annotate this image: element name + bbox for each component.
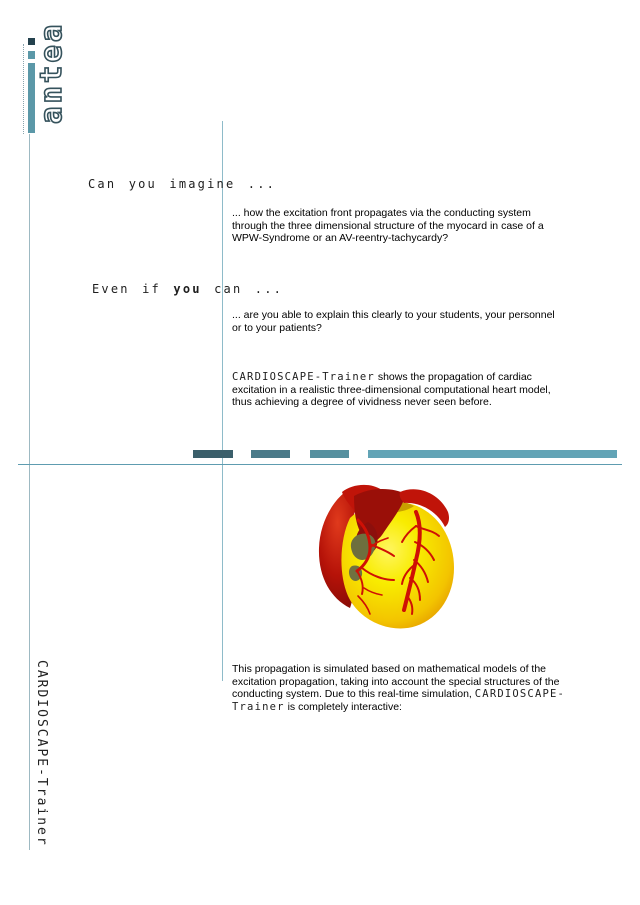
heading-even-if-you-can — [92, 282, 283, 296]
paragraph-4-post: is completely interactive: — [284, 700, 402, 713]
brand-name: CARDIOSCAPE-Trainer — [232, 371, 375, 383]
paragraph-simulation — [232, 663, 572, 713]
vertical-page-title: CARDIOSCAPE-Trainer — [34, 660, 49, 847]
accent-bar-1 — [193, 450, 233, 458]
paragraph-explain-clearly: ... are you able to explain this clearly to your students, your personnel or to your patients? — [232, 309, 555, 334]
heart-model-image — [312, 478, 462, 638]
heading-2-post: can ... — [201, 282, 284, 296]
paragraph-trainer-shows — [232, 371, 564, 409]
center-vertical-rule — [222, 121, 223, 681]
heading-2-bold: you — [173, 282, 202, 296]
logo-microtext-line — [23, 44, 24, 134]
accent-bar-2 — [251, 450, 290, 458]
antea-logo: antea — [34, 21, 68, 124]
paragraph-3-rest: shows the propagation of cardiac excitation in a realistic three-dimensional computational heart model, thus achieving a degree of vividness never seen before. — [232, 371, 551, 408]
brand-name: CARDIOSCAPE-Trainer — [232, 688, 566, 713]
paragraph-excitation-front: ... how the excitation front propagates via the conducting system through the three dimensional structure of the myocard in case of a WPW-Syndrome or an AV-reentry-tachycardy? — [232, 207, 544, 244]
horizontal-rule — [18, 464, 622, 465]
left-vertical-rule — [29, 134, 30, 850]
accent-bar-3 — [310, 450, 349, 458]
heading-can-you-imagine: Can you imagine ... — [88, 177, 277, 191]
heading-2-pre: Even if — [92, 282, 174, 296]
heart-model-svg — [312, 478, 462, 638]
paragraph-4-pre: This propagation is simulated based on mathematical models of the excitation propagation, taking into account the special structures of the conducting system. Due to this real-time simulation, — [232, 663, 560, 700]
accent-bar-4 — [368, 450, 617, 458]
